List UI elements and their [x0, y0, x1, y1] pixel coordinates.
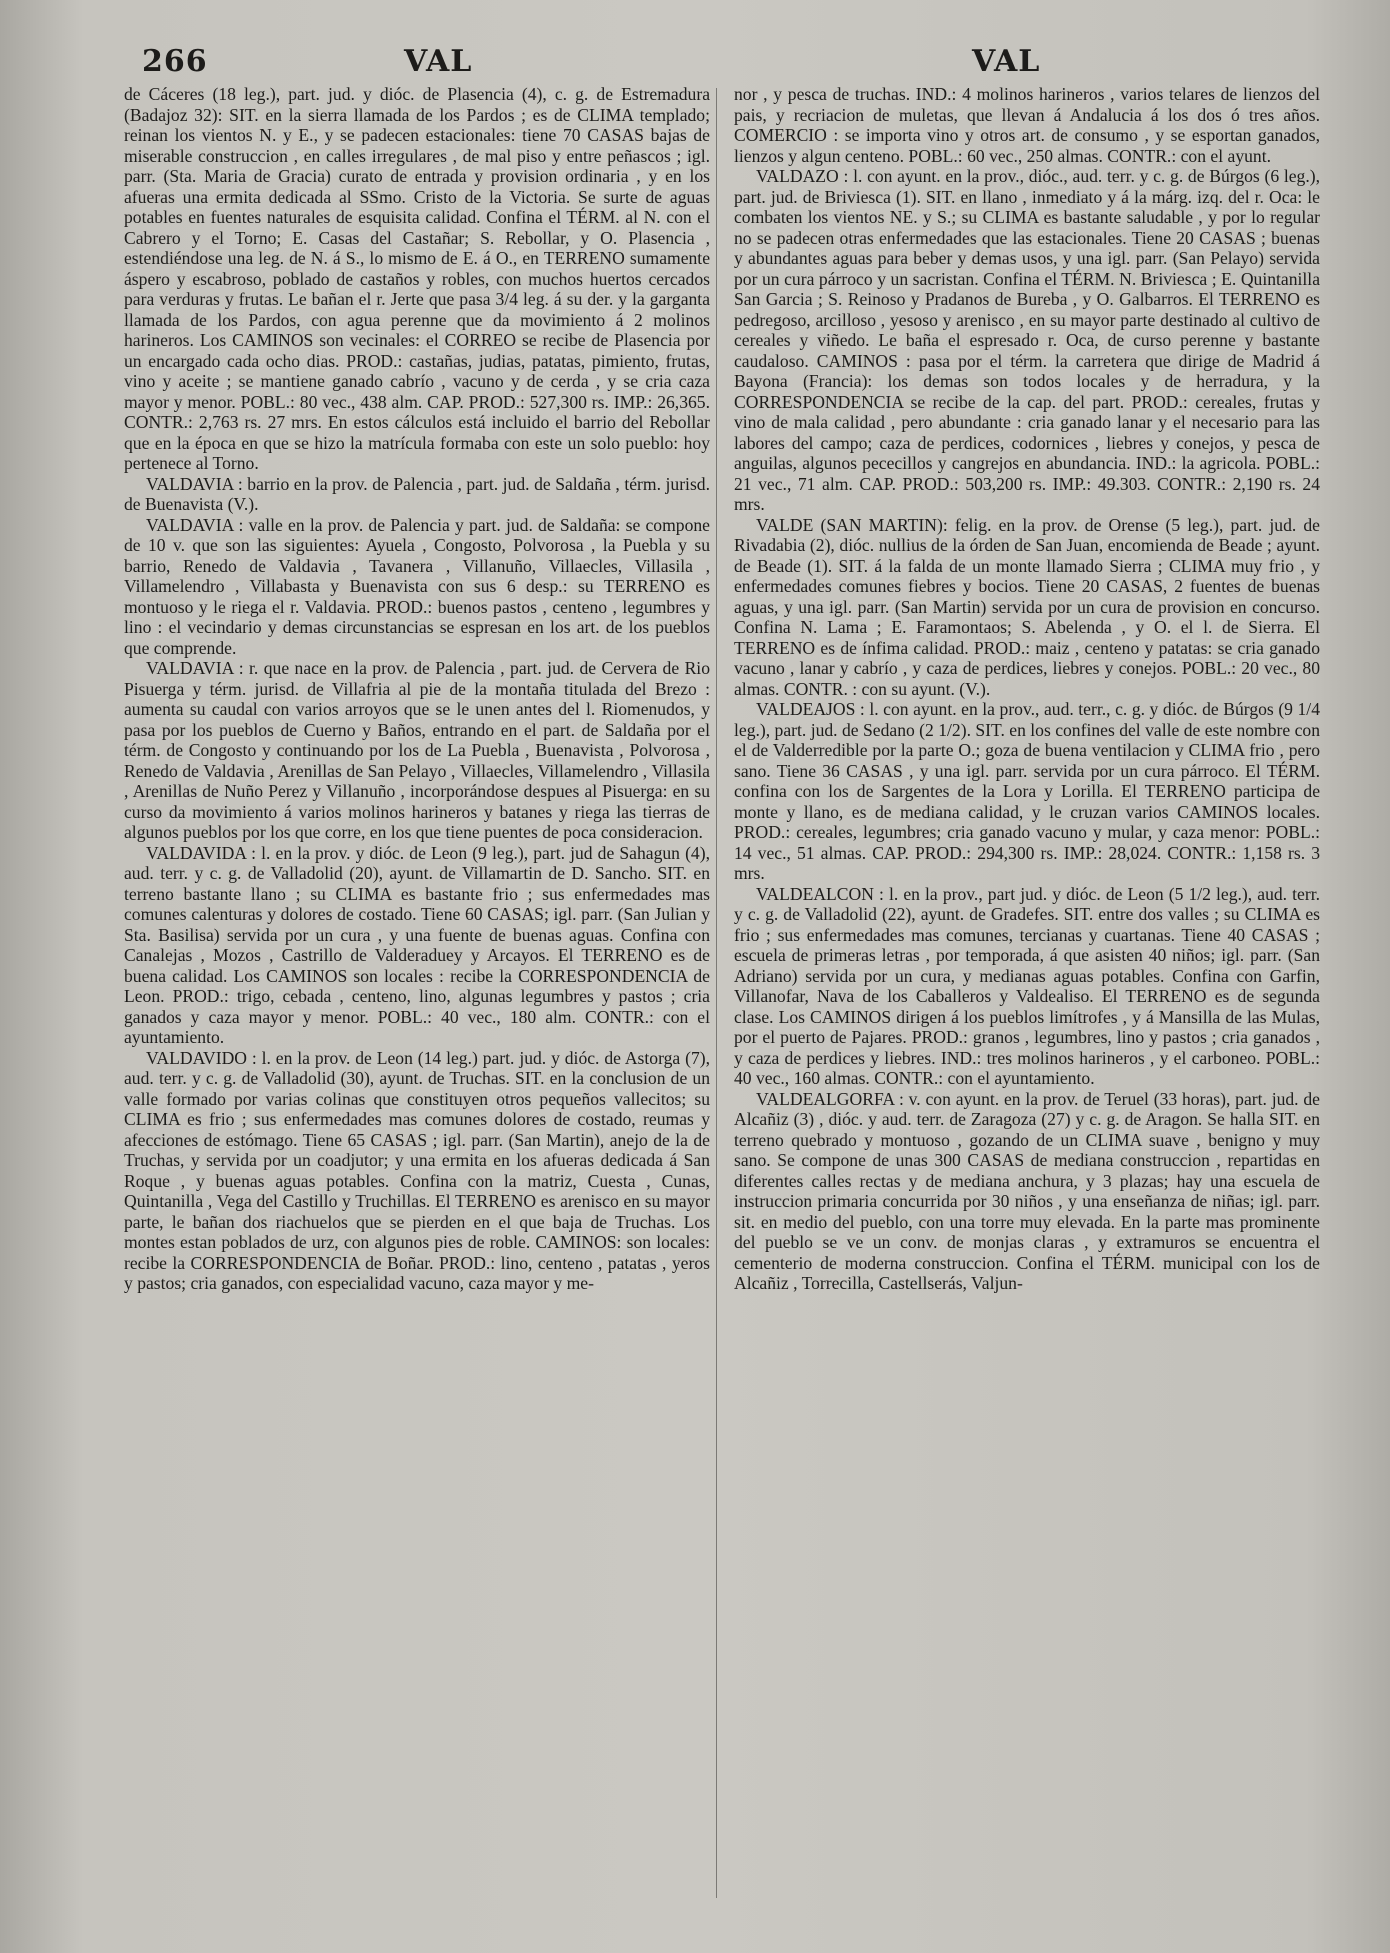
entry-valdavido: VALDAVIDO : l. en la prov. de Leon (14 leg.) part. jud. y dióc. de Astorga (7), aud. terr. y c. g. de Valladolid (30), ayunt. de Truchas. SIT. en la conclusion de un valle formado por varias colinas que constituyen otros pequeños vallecitos; su CLIMA es frio ; sus enfermedades mas comunes dolores de costado, reumas y afecciones de estómago. Tiene 65 CASAS ; igl. parr. (San Martin), anejo de la de Truchas, y servida por un coadjutor; y una ermita en los afueras dedicada á San Roque , y buenas aguas potables. Confina con la matriz, Cuesta , Cunas, Quintanilla , Vega del Castillo y Truchillas. El TERRENO es arenisco en su mayor parte, le bañan dos riachuelos que se pierden en el que baja de Truchas. Los montes estan poblados de urz, con algunos pies de roble. CAMINOS: son locales: recibe la CORRESPONDENCIA de Boñar. PROD.: lino, centeno , patatas , yeros y pastos; cria ganados, con especialidad vacuno, caza mayor y me-: [124, 1047, 710, 1293]
entry-valdealcon: VALDEALCON : l. en la prov., part jud. y dióc. de Leon (5 1/2 leg.), aud. terr. y c. g. de Valladolid (22), ayunt. de Gradefes. SIT. entre dos valles ; su CLIMA es frio ; sus enfermedades mas comunes, tercianas y cuartanas. Tiene 40 CASAS ; escuela de primeras letras , por temporada, á que asisten 40 niños; igl. parr. (San Adriano) servida por un cura, y medianas aguas potables. Confina con Garfin, Villanofar, Nava de los Caballeros y Valdealiso. El TERRENO es de segunda clase. Los CAMINOS dirigen á los pueblos limítrofes , y á Mansilla de las Mulas, por el puerto de Pajares. PROD.: granos , legumbres, lino y pastos ; cria ganados , y caza de perdices y liebres. IND.: tres molinos harineros , y el carboneo. POBL.: 40 vec., 160 almas. CONTR.: con el ayuntamiento.: [734, 883, 1320, 1088]
page-header: [0, 44, 1390, 84]
running-head-left: VAL: [404, 44, 473, 79]
entry-continuation: de Cáceres (18 leg.), part. jud. y dióc. de Plasencia (4), c. g. de Estremadura (Badajoz 32): SIT. en la sierra llamada de los Pardos ; es de CLIMA templado; reinan los vientos N. y E., y se padecen estacionales: tiene 70 CASAS bajas de miserable construccion , en calles irregulares , de mal piso y entre peñascos ; igl. parr. (Sta. Maria de Gracia) curato de entrada y provision ordinaria , y en los afueras una ermita dedicada al SSmo. Cristo de la Victoria. Se surte de aguas potables en fuentes naturales de esquisita calidad. Confina el TÉRM. al N. con el Cabrero y el Torno; E. Casas del Castañar; S. Rebollar, y O. Plasencia , estendiéndose una leg. de N. á S., lo mismo de E. á O., en TERRENO sumamente áspero y escabroso, poblado de castaños y robles, con muchos huertos cercados para verduras y frutas. Le bañan el r. Jerte que pasa 3/4 leg. á su der. y la garganta llamada de los Pardos, con agua perenne que da movimiento á 2 molinos harineros. Los CAMINOS son vecinales: el CORREO se recibe de Plasencia por un encargado cada ocho dias. PROD.: castañas, judias, patatas, pimiento, frutas, vino y aceite ; se mantiene ganado cabrío , vacuno y de cerda , y se cria caza mayor y menor. POBL.: 80 vec., 438 alm. CAP. PROD.: 527,300 rs. IMP.: 26,365. CONTR.: 2,763 rs. 27 mrs. En estos cálculos está incluido el barrio del Rebollar que en la época en que se hizo la matrícula formaba con este un solo pueblo: hoy pertenece al Torno.: [124, 84, 710, 473]
left-column: [124, 84, 710, 1924]
right-column: [734, 84, 1320, 1924]
entry-valdavido-continuation: nor , y pesca de truchas. IND.: 4 molinos harineros , varios telares de lienzos del pais, y recriacion de muletas, que llevan á Andalucia á los dos ó tres años. COMERCIO : se importa vino y otros art. de consumo , y se esportan ganados, lienzos y algun centeno. POBL.: 60 vec., 250 almas. CONTR.: con el ayunt.: [734, 84, 1320, 166]
page-number: 266: [142, 44, 208, 79]
entry-valdavia-rio: VALDAVIA : r. que nace en la prov. de Palencia , part. jud. de Cervera de Rio Pisuerga y térm. jurisd. de Villafria al pie de la montaña titulada del Brezo : aumenta su caudal con varios arroyos que se le unen antes del l. Riomenudos, y pasa por los pueblos de Cuerno y Baños, entrando en el part. de Saldaña por el térm. de Congosto y continuando por los de La Puebla , Buenavista , Polvorosa , Renedo de Valdavia , Arenillas de San Pelayo , Villaecles, Villamelendro , Villasila , Arenillas de Nuño Perez y Villanuño , incorporándose despues al Pisuerga: en su curso da movimiento á varios molinos harineros y batanes y riega las tierras de algunos pueblos por los que corre, en los que tiene puentes de poca consideracion.: [124, 658, 710, 842]
entry-valdazo: VALDAZO : l. con ayunt. en la prov., dióc., aud. terr. y c. g. de Búrgos (6 leg.), part. jud. de Briviesca (1). SIT. en llano , inmediato y á la márg. izq. del r. Oca: le combaten los vientos NE. y S.; su CLIMA es bastante saludable , y por lo regular no se padecen otras enfermedades que las estacionales. Tiene 20 CASAS ; buenas y abundantes aguas para beber y demas usos, y una igl. parr. (San Pelayo) servida por un cura párroco y un sacristan. Confina el TÉRM. N. Briviesca ; E. Quintanilla San Garcia ; S. Reinoso y Pradanos de Bureba , y O. Galbarros. El TERRENO es pedregoso, arcilloso , yesoso y arenisco , en su mayor parte destinado al cultivo de cereales y viñedo. Le baña el espresado r. Oca, de curso perenne y bastante caudaloso. CAMINOS : pasa por el térm. la carretera que dirige de Madrid á Bayona (Francia): los demas son todos locales y de herradura, y la CORRESPONDENCIA se recibe de la cap. del part. PROD.: cereales, frutas y vino de mala calidad , pero abundante : cria ganado lanar y el necesario para las labores del campo; caza de perdices, codornices , liebres y conejos, y pesca de anguilas, algunos pececillos y cangrejos en abundancia. IND.: la agricola. POBL.: 21 vec., 71 alm. CAP. PROD.: 503,200 rs. IMP.: 49.303. CONTR.: 2,190 rs. 24 mrs.: [734, 166, 1320, 514]
entry-valdavia-barrio: VALDAVIA : barrio en la prov. de Palencia , part. jud. de Saldaña , térm. jurisd. de Buenavista (V.).: [124, 473, 710, 514]
column-divider: [716, 88, 717, 1898]
entry-valdavia-valle: VALDAVIA : valle en la prov. de Palencia y part. jud. de Saldaña: se compone de 10 v. que son las siguientes: Ayuela , Congosto, Polvorosa , la Puebla y su barrio, Renedo de Valdavia , Tavanera , Villanuño, Villaecles, Villasila , Villamelendro , Villabasta y Buenavista con sus 6 desp.: su TERRENO es montuoso y le riega el r. Valdavia. PROD.: buenos pastos , centeno , legumbres y lino : el vecindario y demas circunstancias se espresan en los art. de los pueblos que comprende.: [124, 514, 710, 658]
entry-valdeajos: VALDEAJOS : l. con ayunt. en la prov., aud. terr., c. g. y dióc. de Búrgos (9 1/4 leg.), part. jud. de Sedano (2 1/2). SIT. en los confines del valle de este nombre con el de Valderredible por la parte O.; goza de buena ventilacion y CLIMA frio , pero sano. Tiene 36 CASAS , y una igl. parr. servida por un cura párroco. El TÉRM. confina con los de Sargentes de la Lora y Lorilla. El TERRENO participa de monte y llano, es de mediana calidad, y le cruzan varios CAMINOS locales. PROD.: cereales, legumbres; cria ganado vacuno y mular, y caza menor: POBL.: 14 vec., 51 almas. CAP. PROD.: 294,300 rs. IMP.: 28,024. CONTR.: 1,158 rs. 3 mrs.: [734, 699, 1320, 883]
entry-valdealgorfa: VALDEALGORFA : v. con ayunt. en la prov. de Teruel (33 horas), part. jud. de Alcañiz (3) , dióc. y aud. terr. de Zaragoza (27) y c. g. de Aragon. Se halla SIT. en terreno quebrado y montuoso , gozando de un CLIMA suave , benigno y muy sano. Se compone de unas 300 CASAS de mediana construccion , repartidas en diferentes calles rectas y de mediana anchura, y 3 plazas; hay una escuela de instruccion primaria concurrida por 30 niños , y una enseñanza de niñas; igl. parr. sit. en medio del pueblo, con una torre muy elevada. En la parte mas prominente del pueblo se ve un conv. de monjas claras , y extramuros se encuentra el cementerio de moderna construccion. Confina el TÉRM. municipal con los de Alcañiz , Torrecilla, Castellserás, Valjun-: [734, 1088, 1320, 1293]
running-head-right: VAL: [972, 44, 1041, 79]
entry-valde-san-martin: VALDE (SAN MARTIN): felig. en la prov. de Orense (5 leg.), part. jud. de Rivadabia (2), dióc. nullius de la órden de San Juan, encomienda de Beade ; ayunt. de Beade (1). SIT. á la falda de un monte llamado Sierra ; CLIMA muy frio , y enfermedades comunes fiebres y bocios. Tiene 20 CASAS, 2 fuentes de buenas aguas, y una igl. parr. (San Martin) servida por un cura de provision en concurso. Confina N. Lama ; E. Faramontaos; S. Abelenda , y O. el l. de Sierra. El TERRENO es de ínfima calidad. PROD.: maiz , centeno y patatas: se cria ganado vacuno , lanar y cabrío , y caza de perdices, liebres y conejos. POBL.: 20 vec., 80 almas. CONTR. : con su ayunt. (V.).: [734, 514, 1320, 699]
entry-valdavida: VALDAVIDA : l. en la prov. y dióc. de Leon (9 leg.), part. jud de Sahagun (4), aud. terr. y c. g. de Valladolid (20), ayunt. de Villamartin de D. Sancho. SIT. en terreno bastante llano ; su CLIMA es bastante frio ; sus enfermedades mas comunes calenturas y dolores de costado. Tiene 60 CASAS; igl. parr. (San Julian y Sta. Basilisa) servida por un cura , y una fuente de buenas aguas. Confina con Canalejas , Mozos , Castrillo de Valderaduey y Arcayos. El TERRENO es de buena calidad. Los CAMINOS son locales : recibe la CORRESPONDENCIA de Leon. PROD.: trigo, cebada , centeno, lino, algunas legumbres y pastos ; cria ganados y caza mayor y menor. POBL.: 40 vec., 180 alm. CONTR.: con el ayuntamiento.: [124, 842, 710, 1047]
